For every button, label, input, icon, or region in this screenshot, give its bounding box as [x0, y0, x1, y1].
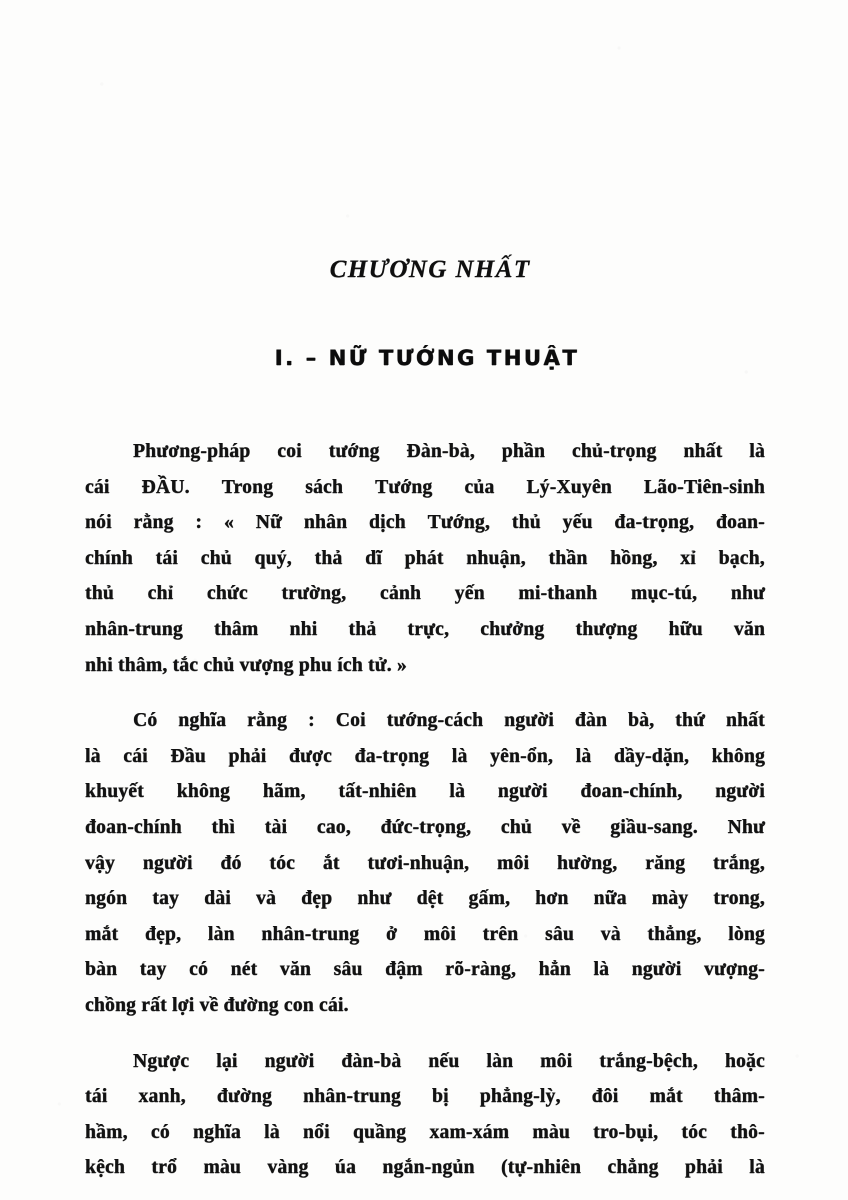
word: trổ	[151, 1157, 178, 1179]
word: tái	[155, 547, 178, 569]
word: «	[223, 512, 234, 534]
word: người	[497, 781, 548, 803]
word: chưởng	[480, 618, 545, 640]
word: thần	[548, 547, 588, 569]
word: đoan-chính	[85, 816, 182, 838]
word: khuyết	[85, 781, 144, 803]
word: và	[256, 888, 277, 910]
word: thâm-	[713, 1086, 765, 1108]
word: dịch	[368, 512, 406, 534]
word: hữu	[668, 618, 703, 640]
word: thượng	[575, 618, 638, 640]
word: mắt	[85, 923, 119, 945]
word: là	[749, 441, 765, 462]
word: nhuận,	[466, 547, 526, 569]
word: nhân-trung	[303, 1086, 401, 1108]
word: bị	[432, 1086, 449, 1108]
word: tướng-cách	[386, 710, 484, 732]
paragraph	[85, 703, 765, 1023]
word: quý,	[254, 547, 292, 569]
word: Nữ	[255, 512, 283, 534]
word: hơn	[535, 888, 569, 910]
word: trắng-bệch,	[599, 1050, 698, 1072]
word: sách	[305, 476, 344, 498]
word: đa-trọng,	[614, 512, 695, 534]
word: chức	[206, 583, 248, 605]
word: làn	[207, 923, 235, 945]
word: nếu	[428, 1050, 460, 1072]
word: thả	[348, 618, 377, 640]
text-line	[85, 917, 765, 953]
word: cao,	[316, 816, 351, 838]
word: Như	[727, 816, 765, 838]
word: xanh,	[138, 1086, 186, 1108]
word: yếu	[562, 512, 593, 534]
word: chủ-trọng	[571, 441, 657, 462]
word: ĐẦU.	[141, 476, 190, 498]
word: Đầu	[170, 745, 206, 767]
word: là	[575, 745, 592, 767]
word: cái	[85, 476, 110, 498]
word: hãm,	[262, 781, 306, 803]
word: đó	[220, 852, 242, 874]
word: Ngược	[133, 1050, 190, 1072]
word: nhân-trung	[261, 923, 360, 945]
word: người	[631, 959, 682, 981]
word: thứ	[675, 710, 706, 732]
word: là	[593, 959, 610, 981]
word: vậy	[85, 852, 115, 874]
word: nói	[85, 512, 112, 534]
text-line	[85, 703, 765, 739]
word: Trong	[221, 476, 274, 498]
word: tay	[152, 888, 180, 910]
word: cái	[123, 745, 148, 767]
text-line	[85, 541, 765, 577]
word: người	[715, 781, 765, 803]
body-text	[85, 370, 765, 1186]
word: Phương-pháp	[133, 441, 251, 462]
word: bà,	[628, 710, 655, 732]
word: đôi	[591, 1086, 619, 1108]
word: quầng	[352, 1121, 407, 1143]
word: nhất	[725, 710, 765, 732]
word: Tướng	[375, 476, 433, 498]
word: thì	[211, 816, 236, 838]
word: ở	[386, 923, 398, 945]
word: nét	[230, 959, 258, 981]
word: chủ	[500, 816, 532, 838]
word: mày	[651, 888, 689, 910]
word: đàn-bà	[341, 1050, 402, 1072]
word: phát	[404, 547, 444, 569]
word: mi-thanh	[518, 583, 598, 605]
word: ngắn-ngủn	[382, 1157, 475, 1179]
word: nhất	[683, 441, 723, 462]
text-line	[85, 1044, 765, 1080]
text-line	[85, 881, 765, 917]
word: đoan-	[715, 512, 765, 534]
word: đức-trọng,	[380, 816, 472, 838]
word: tướng	[328, 441, 380, 462]
word: hường,	[557, 852, 618, 874]
word: yến	[454, 583, 485, 605]
word: không	[176, 781, 231, 803]
word: Tướng,	[427, 512, 491, 534]
word: như	[357, 888, 392, 910]
word: nhân-trung	[85, 618, 183, 640]
word: bạch,	[718, 547, 765, 569]
word: răng	[645, 852, 686, 874]
word: nổi	[302, 1121, 330, 1143]
chapter-title: CHƯƠNG NHẤT	[329, 256, 531, 283]
word: lòng	[728, 923, 765, 945]
word: người	[264, 1050, 315, 1072]
text-line	[85, 1115, 765, 1151]
word: Lý-Xuyên	[526, 476, 612, 498]
word: như	[730, 583, 765, 605]
word: tay	[139, 959, 167, 981]
word: bàn	[85, 959, 118, 981]
word: hẳn	[538, 959, 571, 981]
word: trên	[482, 923, 519, 945]
word: tóc	[269, 852, 296, 874]
word: đoan-chính,	[580, 781, 683, 803]
word: và	[600, 923, 621, 945]
word: phần	[501, 441, 546, 462]
word: tất-nhiên	[338, 781, 417, 803]
word: dầy-dặn,	[613, 745, 690, 767]
word: tái	[85, 1086, 108, 1108]
word: trong,	[713, 888, 765, 910]
word: ngón	[85, 888, 128, 910]
section-title: I. – NỮ TƯỚNG THUẬT	[274, 346, 580, 370]
word: thẳng,	[647, 923, 702, 945]
word: chỉ	[147, 583, 174, 605]
text-line	[85, 846, 765, 882]
word: nhi	[289, 618, 318, 640]
word: úa	[334, 1157, 357, 1179]
text-line	[85, 1150, 765, 1186]
word: Đàn-bà,	[406, 441, 475, 462]
word: có	[189, 959, 209, 981]
text-line	[85, 739, 765, 775]
word: thô-	[730, 1121, 765, 1143]
word: rằng	[133, 512, 174, 534]
word: của	[464, 476, 495, 498]
word: đa-trọng	[354, 745, 430, 767]
word: phải	[228, 745, 267, 767]
word: lại	[216, 1050, 238, 1072]
word: thủ	[85, 583, 114, 605]
word: về	[561, 816, 581, 838]
word: dĩ	[365, 547, 382, 569]
text-line: nhi thâm, tắc chủ vượng phu ích tử. »	[85, 654, 407, 676]
word: nghĩa	[178, 710, 227, 732]
word: mục-tú,	[630, 583, 698, 605]
text-line	[85, 505, 765, 541]
word: thủ	[511, 512, 541, 534]
word: xam-xám	[429, 1121, 510, 1143]
word: không	[711, 745, 765, 767]
word: màu	[203, 1157, 242, 1179]
word: tươi-nhuận,	[367, 852, 470, 874]
word: mắt	[649, 1086, 683, 1108]
word: phải	[684, 1157, 723, 1179]
word: đẹp	[301, 888, 333, 910]
text-line	[85, 434, 765, 470]
word: đẹp,	[144, 923, 182, 945]
word: nghĩa	[193, 1121, 241, 1143]
word: môi	[423, 923, 456, 945]
word: đàn	[574, 710, 608, 732]
word: người	[504, 710, 554, 732]
word: dài	[204, 888, 231, 910]
paragraph	[85, 1044, 765, 1186]
word: có	[150, 1121, 170, 1143]
word: kệch	[85, 1157, 125, 1179]
word: sâu	[333, 959, 363, 981]
word: hầm,	[85, 1121, 128, 1143]
word: rõ-ràng,	[445, 959, 517, 981]
word: Coi	[335, 710, 366, 732]
word: phẳng-lỳ,	[479, 1086, 561, 1108]
text-line	[85, 1079, 765, 1115]
word: vàng	[267, 1157, 309, 1179]
word: yên-ổn,	[490, 745, 554, 767]
word: màu	[532, 1121, 570, 1143]
word: cảnh	[379, 583, 422, 605]
word: văn	[279, 959, 312, 981]
text-line	[85, 952, 765, 988]
text-line	[85, 774, 765, 810]
word: môi	[497, 852, 530, 874]
word: trực,	[407, 618, 450, 640]
word: chủ	[200, 547, 232, 569]
word: giầu-sang.	[610, 816, 698, 838]
word: là	[85, 745, 101, 767]
word: Lão-Tiên-sinh	[643, 476, 765, 498]
word: được	[288, 745, 332, 767]
text-line	[85, 612, 765, 648]
word: văn	[733, 618, 765, 640]
word: Có	[133, 710, 158, 732]
word: thả	[314, 547, 343, 569]
word: chẳng	[607, 1157, 659, 1179]
word: làn	[486, 1050, 514, 1072]
word: nữa	[593, 888, 627, 910]
page-text-block	[85, 240, 765, 1200]
word: chính	[85, 547, 133, 569]
word: rằng	[247, 710, 288, 732]
text-line	[85, 470, 765, 506]
word: tài	[264, 816, 288, 838]
word: hoặc	[724, 1050, 765, 1072]
word: (tự-nhiên	[501, 1157, 582, 1179]
text-line	[85, 576, 765, 612]
word: tóc	[681, 1121, 708, 1143]
word: là	[264, 1121, 280, 1143]
word: là	[749, 1157, 765, 1179]
word: tro-bụi,	[593, 1121, 659, 1143]
word: sâu	[545, 923, 574, 945]
word: trường,	[281, 583, 347, 605]
word: trắng,	[713, 852, 765, 874]
word: môi	[540, 1050, 573, 1072]
word: là	[451, 745, 468, 767]
word: người	[142, 852, 193, 874]
word: :	[308, 710, 315, 732]
word: coi	[277, 441, 302, 462]
word: ắt	[322, 852, 340, 874]
word: hồng,	[610, 547, 658, 569]
word: gấm,	[468, 888, 511, 910]
word: là	[449, 781, 466, 803]
paragraph	[85, 434, 765, 683]
word: nhân	[303, 512, 348, 534]
word: vượng-	[704, 959, 765, 981]
word: đậm	[385, 959, 423, 981]
word: xỉ	[680, 547, 696, 569]
word: dệt	[416, 888, 444, 910]
text-line	[85, 810, 765, 846]
word: thâm	[214, 618, 259, 640]
word: đường	[216, 1086, 273, 1108]
text-line: chồng rất lợi về đường con cái.	[85, 994, 349, 1016]
word: :	[195, 512, 203, 534]
